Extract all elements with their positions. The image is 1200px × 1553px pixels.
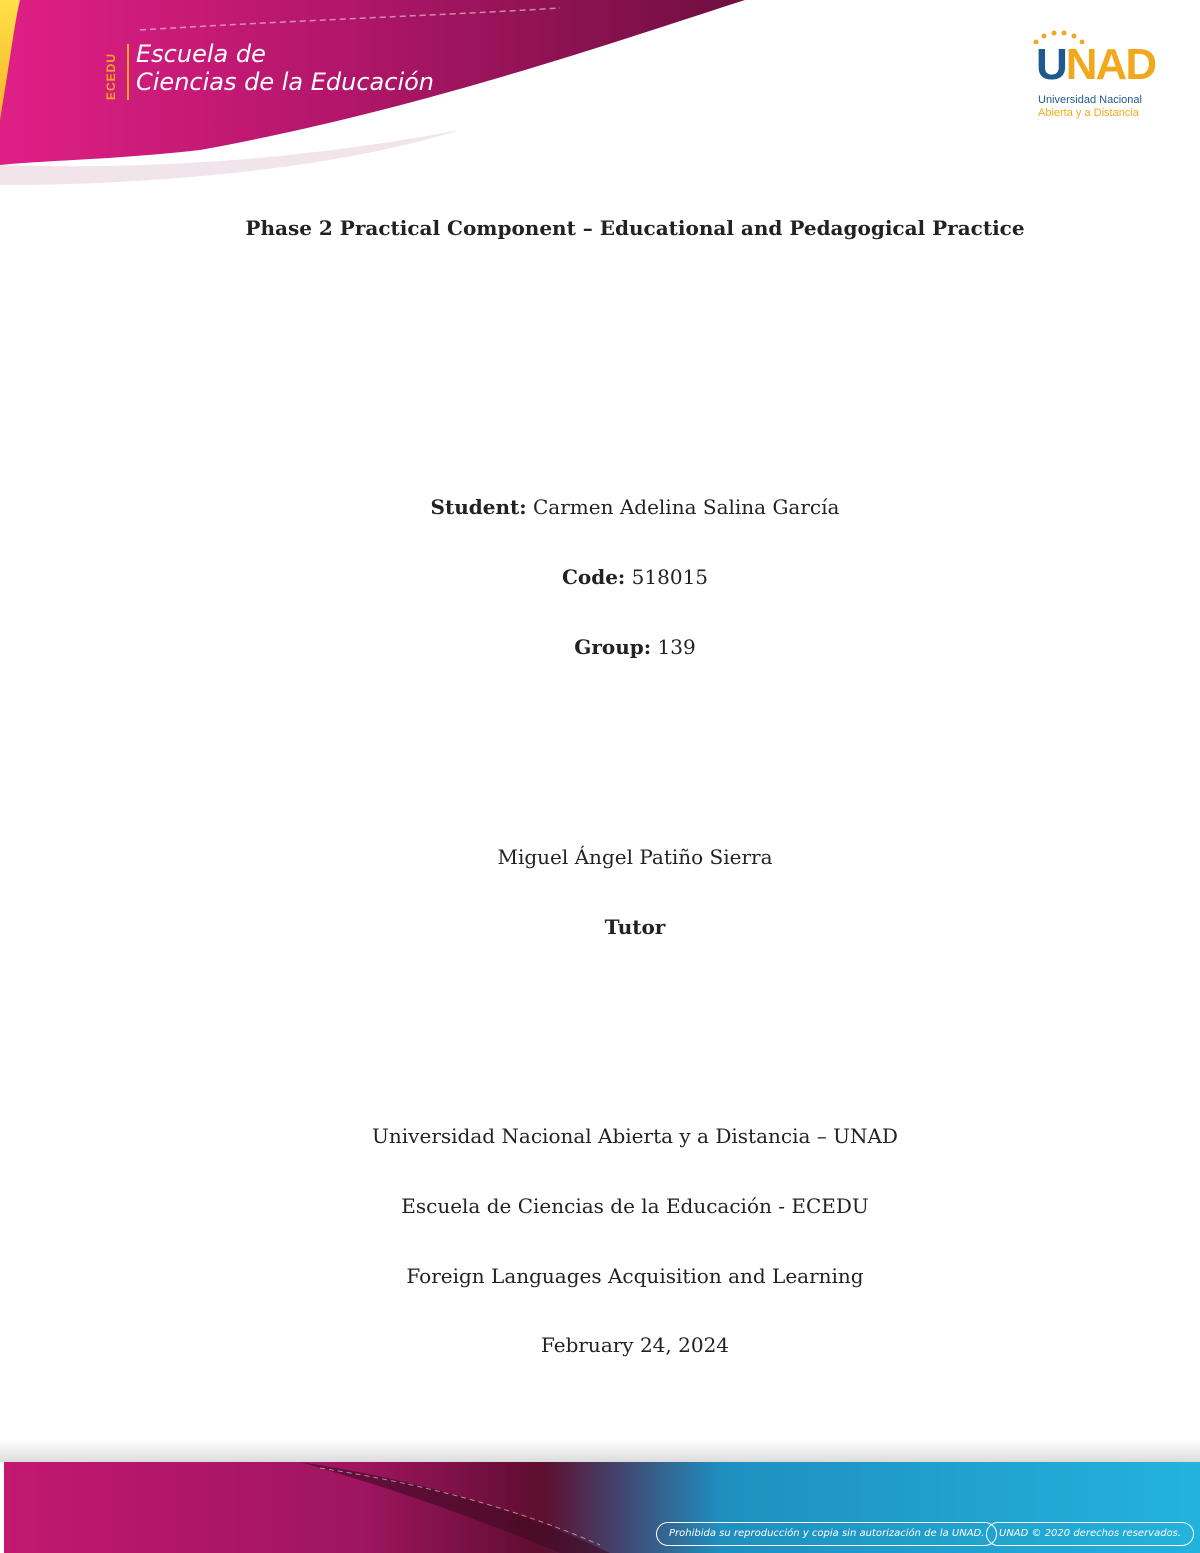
group-value: 139 (657, 635, 696, 659)
date-line: February 24, 2024 (540, 1333, 730, 1357)
group-label: Group: (574, 635, 652, 659)
student-label: Student: (430, 495, 527, 519)
student-line (0, 495, 1200, 519)
code-value: 518015 (631, 565, 709, 589)
university-line: Universidad Nacional Abierta y a Distancia – UNAD (372, 1124, 898, 1148)
code-label: Code: (561, 565, 626, 589)
group-line (0, 635, 1200, 659)
school-line: Escuela de Ciencias de la Educación - ECEDU (401, 1194, 869, 1218)
code-line (0, 565, 1200, 589)
logo-line2: Abierta y a Distancia (1038, 107, 1139, 119)
logo-mark (1036, 40, 1155, 90)
school-title (136, 40, 434, 96)
footer-banner (0, 1440, 1200, 1553)
school-title-line1: Escuela de (136, 40, 266, 68)
student-value: Carmen Adelina Salina García (533, 495, 840, 519)
tutor-label: Tutor (604, 915, 666, 939)
unad-logo (1030, 30, 1170, 125)
school-divider (127, 44, 129, 100)
logo-mark-nad: NAD (1065, 40, 1156, 89)
footer-copyright-note: Prohibida su reproducción y copia sin autorización de la UNAD. (656, 1522, 997, 1546)
logo-mark-u: U (1036, 40, 1066, 89)
program-line: Foreign Languages Acquisition and Learning (406, 1264, 864, 1288)
document-title: Phase 2 Practical Component – Educational and Pedagogical Practice (245, 216, 1025, 240)
tutor-name: Miguel Ángel Patiño Sierra (497, 845, 773, 869)
footer-rights-note: UNAD © 2020 derechos reservados. (986, 1522, 1194, 1546)
logo-line1: Universidad Nacional (1038, 94, 1142, 106)
school-tag: ECEDU (104, 52, 118, 100)
header-banner (0, 0, 1200, 190)
school-title-line2: Ciencias de la Educación (136, 68, 435, 96)
